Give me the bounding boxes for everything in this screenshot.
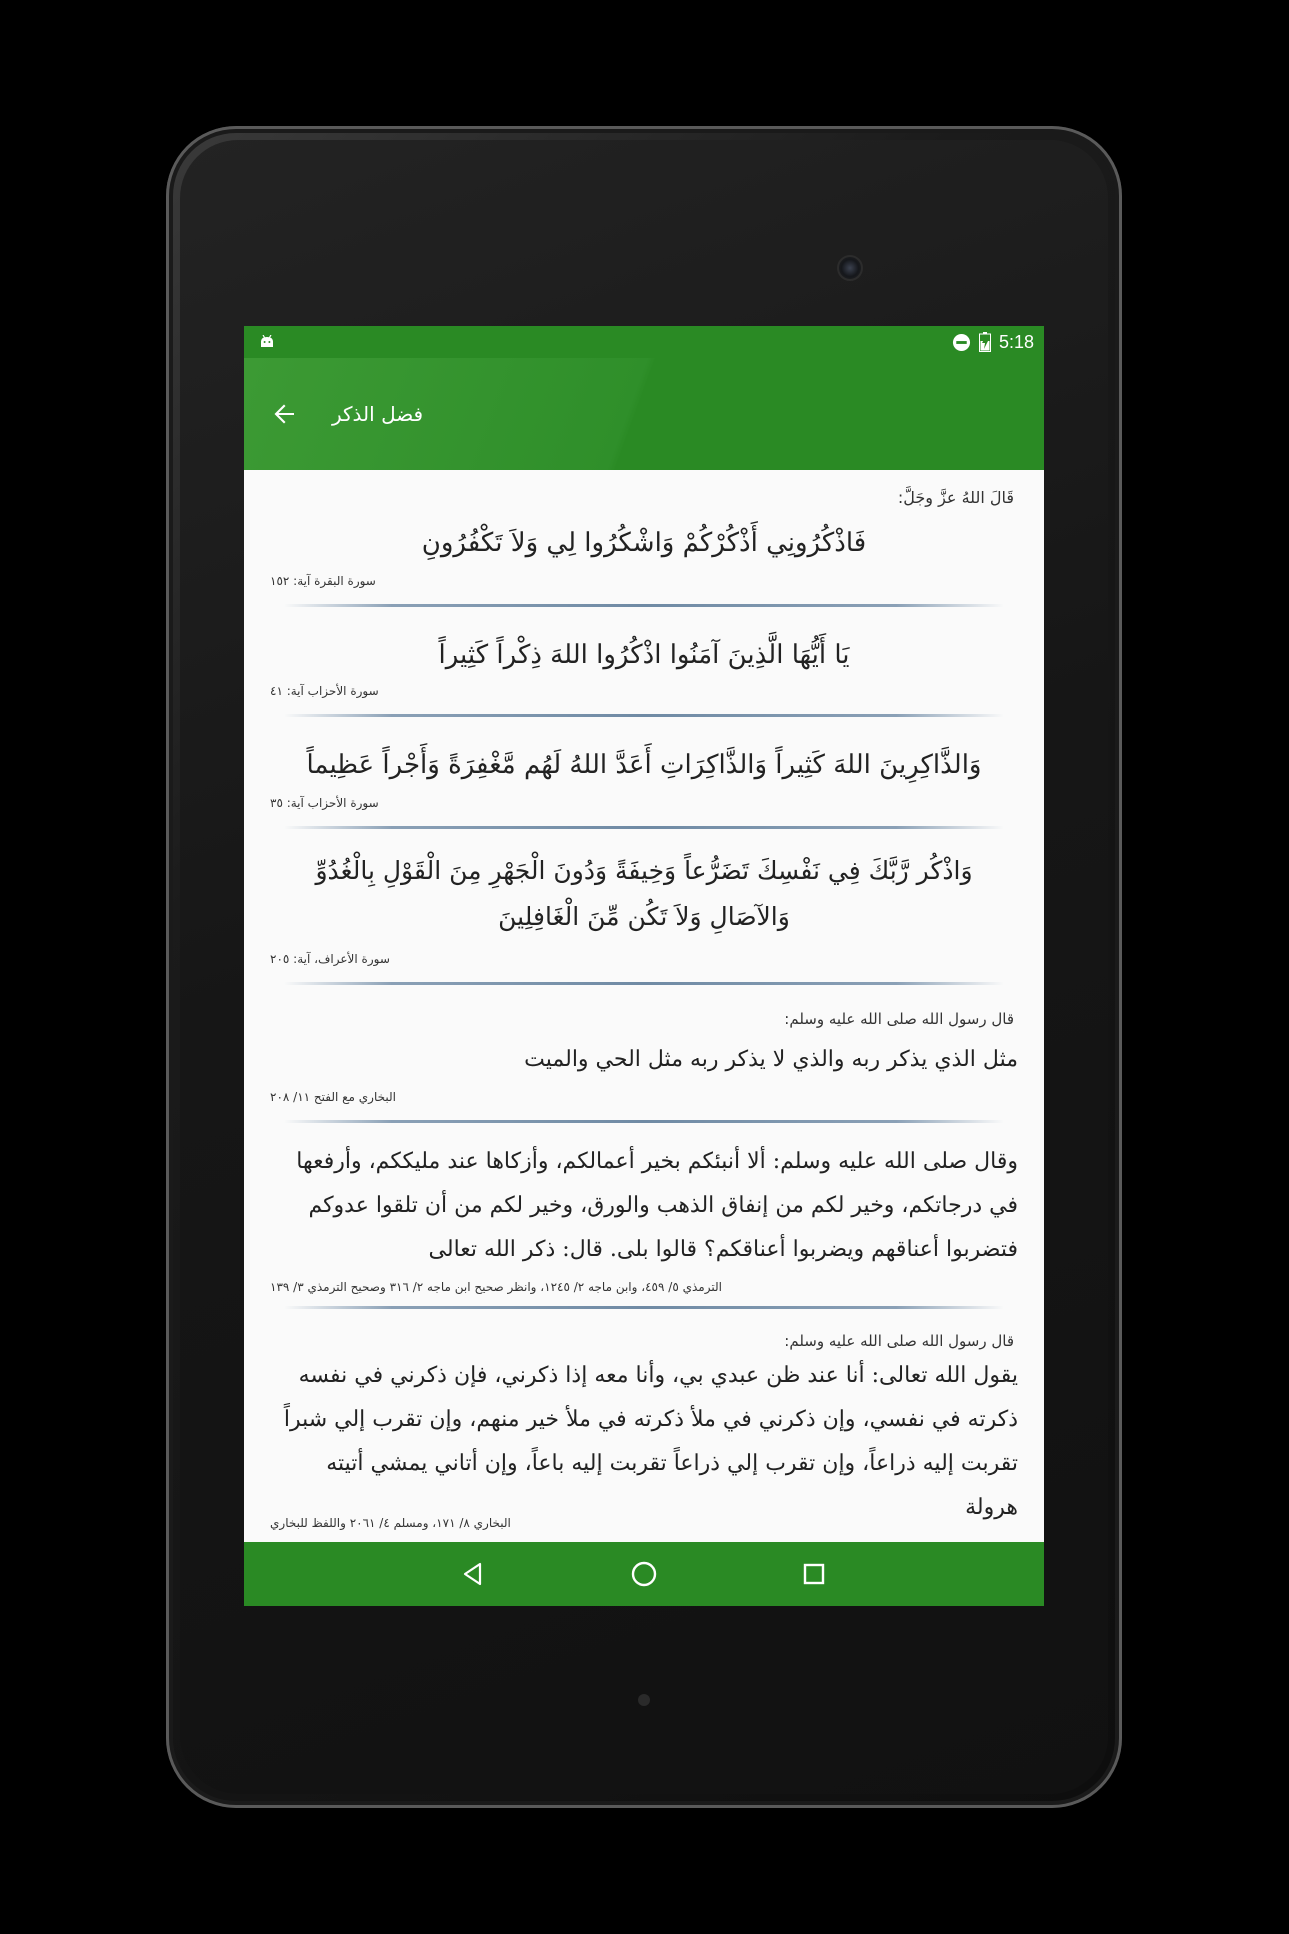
- hadith-reference: البخاري مع الفتح ١١/ ٢٠٨: [270, 1090, 396, 1104]
- status-bar: [244, 326, 1044, 358]
- verse-reference: سورة الأحزاب آية: ٤١: [270, 684, 379, 698]
- divider: [284, 1306, 1004, 1309]
- verse-reference: سورة الأحزاب آية: ٣٥: [270, 796, 379, 810]
- verse-reference: سورة الأعراف، آية: ٢٠٥: [270, 952, 390, 966]
- battery-charging-icon: [979, 332, 991, 352]
- quran-intro-label: قَالَ اللهُ عزَّ وجَلَّ:: [897, 488, 1014, 507]
- verse-text: وَالذَّاكِرِينَ اللهَ كَثِيراً وَالذَّاكِرَاتِ أَعَدَّ اللهُ لَهُم مَّغْفِرَةً وَأَجْراً عَظِيماً: [306, 750, 982, 780]
- screen: [244, 326, 1044, 1606]
- recents-square-icon[interactable]: [798, 1558, 830, 1590]
- divider: [284, 1120, 1004, 1123]
- app-title: فضل الذكر: [332, 402, 424, 426]
- front-camera: [837, 255, 863, 281]
- hadith-intro-label: قال رسول الله صلى الله عليه وسلم:: [784, 1332, 1014, 1350]
- verse-text: وَاذْكُر رَّبَّكَ فِي نَفْسِكَ تَضَرُّعاً وَخِيفَةً وَدُونَ الْجَهْرِ مِنَ الْقَوْلِ بِالْغُدُوِّ وَالآصَالِ وَلاَ تَكُن مِّنَ الْغَافِلِينَ: [315, 856, 973, 931]
- verse-text: فَاذْكُرُونِي أَذْكُرْكُمْ وَاشْكُرُوا لِي وَلاَ تَكْفُرُونِ: [421, 528, 867, 558]
- app-bar: [244, 358, 1044, 470]
- divider: [284, 714, 1004, 717]
- do-not-disturb-icon: [952, 333, 971, 352]
- light-sensor: [638, 1694, 650, 1706]
- hadith-text: وقال صلى الله عليه وسلم: ألا أنبئكم بخير أعمالكم، وأزكاها عند مليككم، وأرفعها في درجاتكم، وخير لكم من إنفاق الذهب والورق، وخير لكم من أن تلقوا عدوكم فتضربوا أعناقهم ويضربوا أعناقكم؟ قالوا بلى. قال: ذكر الله تعالى: [296, 1149, 1018, 1262]
- divider: [284, 826, 1004, 829]
- verse-text: يَا أَيُّهَا الَّذِينَ آمَنُوا اذْكُرُوا اللهَ ذِكْراً كَثِيراً: [438, 640, 850, 670]
- back-triangle-icon[interactable]: [458, 1558, 490, 1590]
- hadith-reference: البخاري ٨/ ١٧١، ومسلم ٤/ ٢٠٦١ واللفظ للبخاري: [270, 1516, 511, 1530]
- content-list[interactable]: [244, 470, 1044, 1546]
- status-time: 5:18: [998, 331, 1034, 352]
- hadith-text: مثل الذي يذكر ربه والذي لا يذكر ربه مثل الحي والميت: [524, 1047, 1018, 1072]
- hadith-text: يقول الله تعالى: أنا عند ظن عبدي بي، وأنا معه إذا ذكرني، فإن ذكرني في نفسه ذكرته في نفسي، وإن ذكرني في ملأ ذكرته في ملأ خير منهم، وإن تقرب إلي شبراً تقربت إليه ذراعاً، وإن تقرب إلي ذراعاً تقربت إليه باعاً، وإن أتاني يمشي أتيته هرولة: [283, 1363, 1018, 1520]
- navigation-bar: [244, 1542, 1044, 1606]
- divider: [284, 982, 1004, 985]
- back-arrow-icon[interactable]: [268, 398, 300, 430]
- verse-reference: سورة البقرة آية: ١٥٢: [270, 574, 376, 588]
- divider: [284, 604, 1004, 607]
- hadith-intro-label: قال رسول الله صلى الله عليه وسلم:: [784, 1010, 1014, 1028]
- status-icons: [952, 330, 1034, 354]
- android-icon: [260, 335, 274, 349]
- home-circle-icon[interactable]: [628, 1558, 660, 1590]
- hadith-reference: الترمذي ٥/ ٤٥٩، وابن ماجه ٢/ ١٢٤٥، وانظر صحيح ابن ماجه ٢/ ٣١٦ وصحيح الترمذي ٣/ ١٣٩: [270, 1280, 722, 1294]
